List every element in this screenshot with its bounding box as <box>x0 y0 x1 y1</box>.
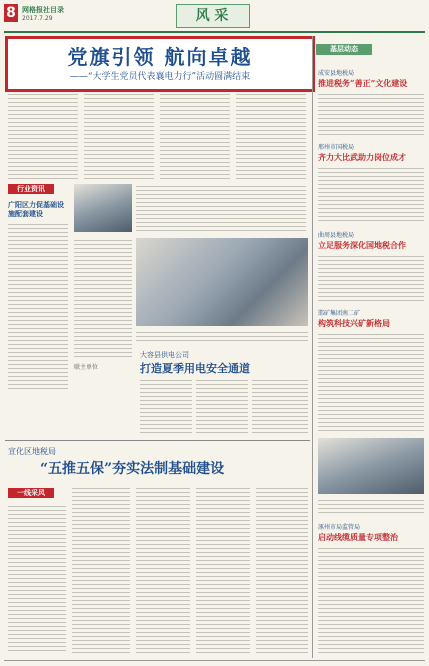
bottom-headline: “五推五保”夯实法制基础建设 <box>40 461 225 477</box>
lead-body-col-4 <box>236 92 306 180</box>
left-story-1-body <box>8 222 68 390</box>
left-tag-2-label: 一线采风 <box>17 489 45 497</box>
page-header <box>0 0 429 34</box>
right-s4-body <box>318 332 424 432</box>
middle-story-kicker: 大容县供电公司 <box>140 351 189 359</box>
right-tag <box>316 44 372 55</box>
right-s1-body <box>318 92 424 136</box>
issue-date: 2017.7.29 <box>22 15 53 22</box>
right-s5-body <box>318 546 424 654</box>
middle-story-body-2 <box>196 378 248 436</box>
right-photo <box>318 438 424 494</box>
left-tag-1 <box>8 184 54 194</box>
lead-subhead: ——“大学生党员代表襄电力行”活动圆满结束 <box>69 72 251 82</box>
left-story-1-title: 广阳区力促基础设施配套建设 <box>8 200 64 218</box>
middle-story-body-1 <box>140 378 192 436</box>
lead-headline: 党旗引领 航向卓越 <box>67 45 253 69</box>
right-tag-label: 基层动态 <box>330 45 358 53</box>
right-s1-headline: 推进税务“善正”文化建设 <box>318 78 408 88</box>
bottom-col-2 <box>72 486 130 654</box>
lead-body-col-3 <box>160 92 230 180</box>
right-s2-body <box>318 166 424 224</box>
right-divider <box>312 36 313 658</box>
banner-label: 风 采 <box>195 8 229 24</box>
right-s2-headline: 齐力大比武助力岗位成才 <box>318 152 406 162</box>
left-tag-2 <box>8 488 54 498</box>
right-s4-headline: 构筑科技兴矿新格局 <box>318 318 390 328</box>
page-number: 8 <box>4 4 18 22</box>
lead-photo-caption <box>136 330 308 344</box>
right-s1-kicker: 成安县地税局 <box>318 70 355 77</box>
bottom-col-4 <box>196 486 250 654</box>
right-s5-kicker: 涿州市局监管局 <box>318 524 361 531</box>
mid-body-left <box>74 238 132 358</box>
right-photo-caption <box>318 498 424 514</box>
right-s3-body <box>318 254 424 302</box>
lead-body-col-2 <box>84 92 154 180</box>
right-s3-kicker: 曲周县地税局 <box>318 232 355 239</box>
right-s2-kicker: 邢州市国税局 <box>318 144 355 151</box>
mid-photo-caption: 联主单位 <box>74 364 99 371</box>
page-bottom-rule <box>4 660 425 661</box>
header-rule <box>4 31 425 33</box>
lead-body-col-1 <box>8 92 78 180</box>
right-s5-headline: 启动线缆质量专项整治 <box>318 532 398 542</box>
lead-photo <box>136 238 308 326</box>
section-name: 网格报社目录 <box>22 6 64 14</box>
photo-small-top <box>74 184 132 232</box>
bottom-col-1 <box>8 504 66 654</box>
right-s4-kicker: 邯矿集团南二矿 <box>318 310 361 317</box>
mid-upper-body <box>136 184 306 232</box>
left-tag-1-label: 行业资讯 <box>17 185 45 193</box>
middle-story-headline: 打造夏季用电安全通道 <box>140 362 250 375</box>
bottom-rule <box>5 440 310 441</box>
bottom-col-5 <box>256 486 308 654</box>
bottom-col-3 <box>136 486 190 654</box>
right-s3-headline: 立足服务深化国地税合作 <box>318 240 406 250</box>
lead-headline-box <box>5 36 315 92</box>
bottom-kicker: 宣化区地税局 <box>8 447 56 456</box>
middle-story-body-3 <box>252 378 308 436</box>
